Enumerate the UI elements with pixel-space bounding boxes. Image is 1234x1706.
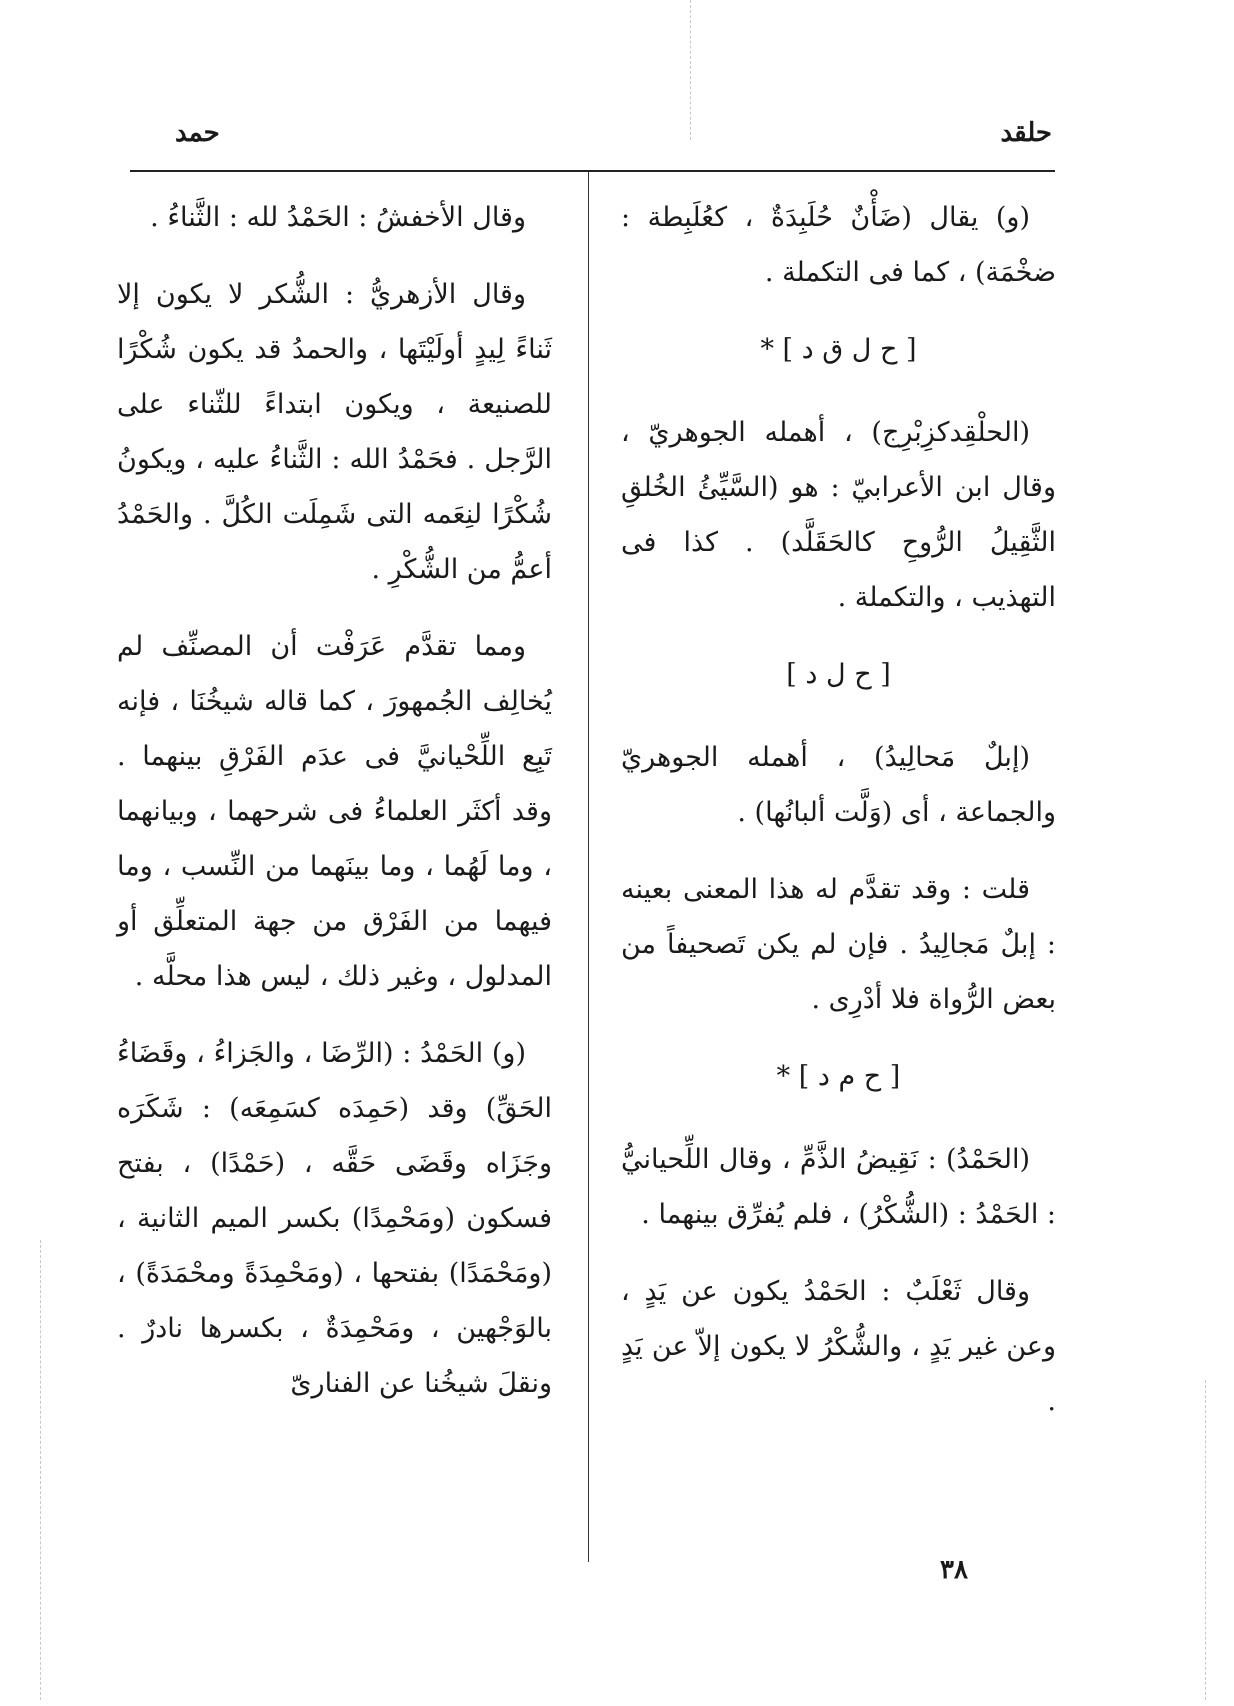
scan-artifact-line	[1205, 1380, 1206, 1700]
scan-artifact-line	[40, 1240, 41, 1700]
paragraph: وقال الأزهريُّ : الشُّكر لا يكون إلا ثَناءً لِيدٍ أولَيْتَها ، والحمدُ قد يكون شُكْرًا للصنيعة ، ويكون ابتداءً للثّناء على الرَّجل . فحَمْدُ الله : الثَّناءُ عليه ، ويكونُ شُكْرًا لنِعَمه التى شَمِلَت الكُلَّ . والحَمْدُ أعمُّ من الشُّكْرِ .	[117, 279, 552, 585]
paragraph: (الحَمْدُ) : نَقِيضُ الذَّمِّ ، وقال اللِّحيانيُّ : الحَمْدُ : (الشُّكْرُ) ، فلم يُفرِّق بينهما .	[621, 1144, 1056, 1230]
entry-heading: [ ح م د ] *	[776, 1061, 901, 1092]
paragraph: ومما تقدَّم عَرَفْت أن المصنِّف لم يُخالِف الجُمهورَ ، كما قاله شيخُنَا ، فإنه تَبِع اللِّحْيانيَّ فى عدَم الفَرْقِ بينهما . وقد أكثَر العلماءُ فى شرحهما ، وبيانهما ، وما لَهُما ، وما بينَهما من النِّسب ، وما فيهما من الفَرْق من جهة المتعلِّق أو المدلول ، وغير ذلك ، ليس هذا محلَّه .	[117, 631, 552, 992]
paragraph: (إبلٌ مَحالِيدُ) ، أهمله الجوهريّ والجماعة ، أى (وَلَّت ألبانُها) .	[621, 742, 1056, 828]
paragraph: (و) الحَمْدُ : (الرِّضَا ، والجَزاءُ ، وقَضَاءُ الحَقِّ) وقد (حَمِدَه كسَمِعَه) : شَكَرَه وجَزَاه وقَضَى حَقَّه ، (حَمْدًا) ، بفتح فسكون (ومَحْمِدًا) بكسر الميم الثانية ، (ومَحْمَدًا) بفتحها ، (ومَحْمِدَةً ومحْمَدَةً) ، بالوَجْهين ، ومَحْمِدَةٌ ، بكسرها نادرٌ . ونقلَ شيخُنا عن الفنارىّ	[117, 1038, 552, 1399]
scan-artifact-line	[690, 0, 691, 140]
entry-heading: [ ح ل ق د ] *	[760, 334, 917, 365]
page-number: ٣٨	[940, 1555, 968, 1585]
right-column	[621, 190, 1056, 1451]
entry-heading: [ ح ل د ]	[786, 659, 891, 690]
left-column	[117, 190, 552, 1433]
paragraph: (و) يقال (ضَأْنٌ حُلَبِدَةٌ ، كعُلَبِطة : ضخْمَة) ، كما فى التكملة .	[621, 202, 1056, 288]
paragraph: وقال الأخفشُ : الحَمْدُ لله : الثَّناءُ .	[150, 202, 526, 233]
header-rule	[130, 170, 1055, 172]
paragraph: قلت : وقد تقدَّم له هذا المعنى بعينه : إبلٌ مَجالِيدُ . فإن لم يكن تَصحيفاً من بعض الرُّواة فلا أدْرِى .	[621, 874, 1056, 1015]
running-head-left: حمد	[175, 118, 220, 148]
paragraph: (الحلْقِدكزِبْرِج) ، أهمله الجوهريّ ، وقال ابن الأعرابيّ : هو (السَّيِّئُ الخُلقِ الثَّقِيلُ الرُّوحِ كالحَقَلَّد) . كذا فى التهذيب ، والتكملة .	[621, 417, 1056, 613]
paragraph: وقال ثَعْلَبٌ : الحَمْدُ يكون عن يَدٍ ، وعن غير يَدٍ ، والشُّكْرُ لا يكون إلاّ عن يَدٍ .	[621, 1276, 1056, 1417]
column-divider	[588, 172, 589, 1562]
running-head-right: حلقد	[1000, 118, 1052, 148]
